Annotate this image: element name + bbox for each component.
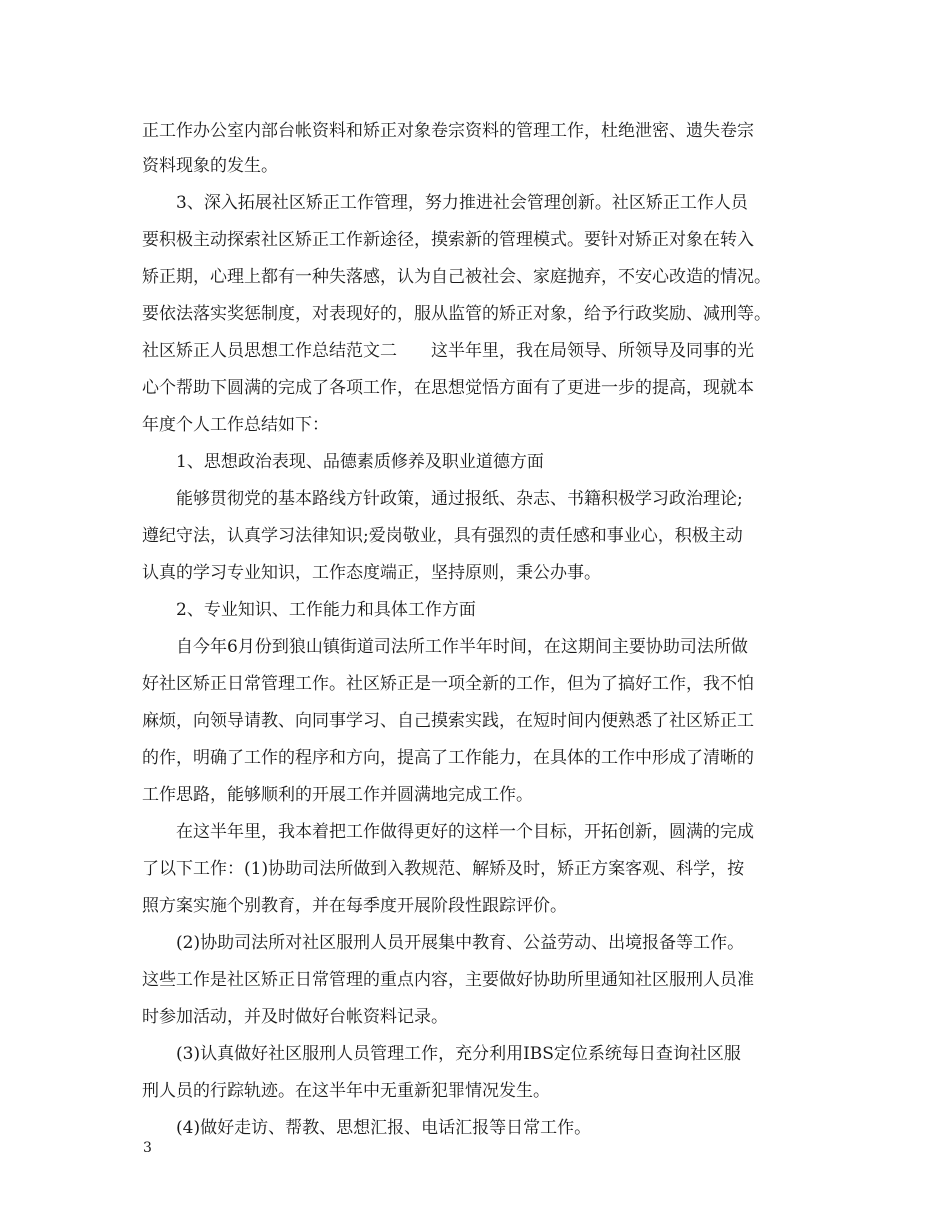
text-line: (2)协助司法所对社区服刑人员开展集中教育、公益劳动、出境报备等工作。: [176, 933, 745, 953]
page-number: 3: [143, 1140, 152, 1156]
text-line: 在这半年里，我本着把工作做得更好的这样一个目标，开拓创新，圆满的完成: [176, 822, 754, 842]
text-line: 3、深入拓展社区矫正工作管理，努力推进社会管理创新。社区矫正工作人员: [176, 193, 748, 213]
text-line: 资料现象的发生。: [142, 156, 278, 176]
text-line: 正工作办公室内部台帐资料和矫正对象卷宗资料的管理工作，杜绝泄密、遗失卷宗: [142, 121, 754, 141]
section-heading: 1、思想政治表现、品德素质修养及职业道德方面: [176, 452, 544, 472]
text-line: 工作思路，能够顺利的开展工作并圆满地完成工作。: [142, 785, 533, 805]
text-line: 的作，明确了工作的程序和方向，提高了工作能力，在具体的工作中形成了清晰的: [142, 748, 754, 768]
text-line: 矫正期，心理上都有一种失落感，认为自己被社会、家庭抛弃，不安心改造的情况。: [142, 267, 771, 287]
text-line: 刑人员的行踪轨迹。在这半年中无重新犯罪情况发生。: [142, 1081, 550, 1101]
text-line: 年度个人工作总结如下：: [142, 415, 329, 435]
text-line: 这些工作是社区矫正日常管理的重点内容，主要做好协助所里通知社区服刑人员准: [142, 970, 754, 990]
text-line: 了以下工作：(1)协助司法所做到入教规范、解矫及时，矫正方案客观、科学，按: [142, 859, 745, 879]
text-line: 遵纪守法，认真学习法律知识;爱岗敬业，具有强烈的责任感和事业心，积极主动: [142, 526, 743, 546]
section-heading: 2、专业知识、工作能力和具体工作方面: [176, 600, 476, 620]
text-line: 社区矫正人员思想工作总结范文二 这半年里，我在局领导、所领导及同事的光: [142, 341, 754, 361]
text-line: 认真的学习专业知识，工作态度端正，坚持原则，秉公办事。: [142, 563, 601, 583]
text-line: 要依法落实奖惩制度，对表现好的，服从监管的矫正对象，给予行政奖励、减刑等。: [142, 304, 771, 324]
text-line: 自今年6月份到狼山镇街道司法所工作半年时间，在这期间主要协助司法所做: [176, 637, 748, 657]
text-line: 照方案实施个别教育，并在每季度开展阶段性跟踪评价。: [142, 896, 567, 916]
text-line: 好社区矫正日常管理工作。社区矫正是一项全新的工作，但为了搞好工作，我不怕: [142, 674, 754, 694]
text-line: 心个帮助下圆满的完成了各项工作，在思想觉悟方面有了更进一步的提高，现就本: [142, 378, 754, 398]
text-line: (4)做好走访、帮教、思想汇报、电话汇报等日常工作。: [176, 1118, 592, 1138]
text-line: 麻烦，向领导请教、向同事学习、自己摸索实践，在短时间内便熟悉了社区矫正工: [142, 711, 754, 731]
text-line: (3)认真做好社区服刑人员管理工作，充分利用IBS定位系统每日查询社区服: [176, 1044, 741, 1064]
text-line: 能够贯彻党的基本路线方针政策，通过报纸、杂志、书籍积极学习政治理论;: [176, 489, 743, 509]
text-line: 时参加活动，并及时做好台帐资料记录。: [142, 1007, 448, 1027]
text-line: 要积极主动探索社区矫正工作新途径，摸索新的管理模式。要针对矫正对象在转入: [142, 230, 754, 250]
